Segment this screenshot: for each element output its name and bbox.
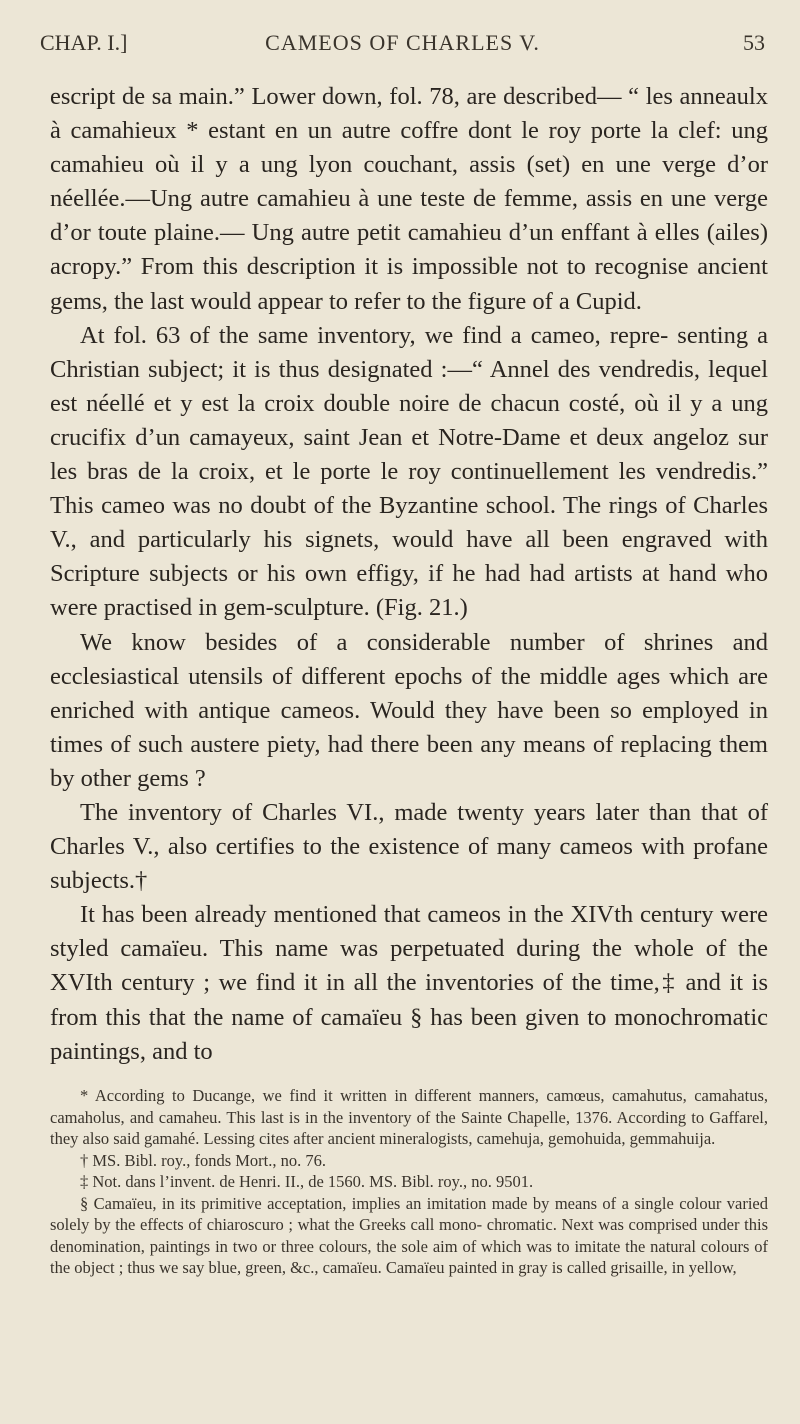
footnote: § Camaïeu, in its primitive acceptation, implies an imitation made by means of a single colour varied solely by the effects of chiaroscuro ; what the Greeks call mono- chromatic. Next was comprised under this denomination, paintings in two or three colours, the sole aim of which was to imitate the natural colours of the object ; thus we say blue, green, &c., camaïeu. Camaïeu painted in gray is called grisaille, in yellow,	[50, 1193, 768, 1277]
paragraph: escript de sa main.” Lower down, fol. 78, are described— “ les anneaulx à camahieux * estant en un autre coffre dont le roy porte la clef: ung camahieu où il y a ung lyon couchant, assis (set) en une verge d’or néellée.—Ung autre camahieu à une teste de femme, assis en une verge d’or toute plaine.— Ung autre petit camahieu d’un enffant à elles (ailes) acropy.” From this description it is impossible not to recognise ancient gems, the last would appear to refer to the figure of a Cupid.	[50, 83, 768, 315]
footnotes	[50, 1085, 768, 1279]
paragraph: It has been already mentioned that cameos in the XIVth century were styled camaïeu. This name was perpetuated during the whole of the XVIth century ; we find it in all the inventories of the time,‡ and it is from this that the name of camaïeu § has been given to monochromatic paintings, and to	[50, 901, 768, 1065]
page-number: 53	[743, 30, 765, 55]
main-text	[50, 80, 768, 1069]
chapter-label: CHAP. I.]	[40, 30, 128, 55]
running-header	[40, 30, 765, 66]
paragraph: The inventory of Charles VI., made twenty years later than that of Charles V., also certifies to the existence of many cameos with profane subjects.†	[50, 798, 768, 895]
footnote: * According to Ducange, we find it written in different manners, camœus, camahutus, camahatus, camaholus, and camaheu. This last is in the inventory of the Sainte Chapelle, 1376. According to Gaffarel, they also said gamahé. Lessing cites after ancient mineralogists, camehuja, gemohuida, gemmahuija.	[50, 1086, 768, 1148]
footnote: † MS. Bibl. roy., fonds Mort., no. 76.	[80, 1150, 326, 1170]
paragraph: At fol. 63 of the same inventory, we find a cameo, repre- senting a Christian subject; it is thus designated :—“ Annel des vendredis, lequel est néellé et y est la croix double noire de chacun costé, où il y a ung crucifix d’un camayeux, saint Jean et Notre-Dame et deux angeloz sur les bras de la croix, et le porte le roy continuellement les vendredis.” This cameo was no doubt of the Byzantine school. The rings of Charles V., and particularly his signets, would have all been engraved with Scripture subjects or his own effigy, if he had had artists at hand who were practised in gem-sculpture. (Fig. 21.)	[50, 321, 768, 622]
footnote: ‡ Not. dans l’invent. de Henri. II., de 1560. MS. Bibl. roy., no. 9501.	[80, 1172, 534, 1191]
paragraph: We know besides of a considerable number of shrines and ecclesiastical utensils of different epochs of the middle ages which are enriched with antique cameos. Would they have been so employed in times of such austere piety, had there been any means of replacing them by other gems ?	[50, 628, 768, 792]
running-title: CAMEOS OF CHARLES V.	[265, 30, 540, 55]
